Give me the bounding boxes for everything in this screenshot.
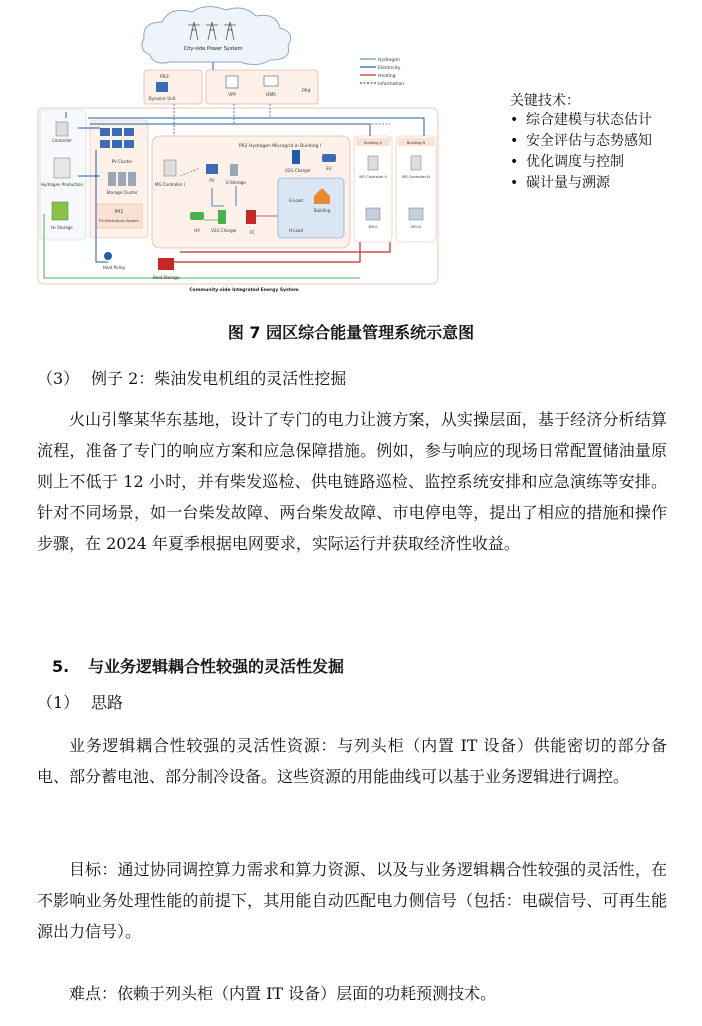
mg-n-icon [409, 208, 423, 220]
pr4-label: PR4 [302, 89, 311, 94]
pr1-sub-box [96, 204, 142, 228]
mg-ii-label: MG II [368, 225, 378, 229]
mg-controller-1-icon [164, 160, 176, 176]
dynamic-unit-icon [156, 82, 168, 92]
e-storage-icon [230, 164, 238, 176]
controller-label: Controller [52, 138, 72, 143]
hv-label: HV [194, 228, 200, 233]
key-tech-item: • 优化调度与控制 [510, 152, 652, 173]
key-tech-item: • 综合建模与状态估计 [510, 110, 652, 131]
heat-storage-icon [158, 258, 174, 270]
fc-icon [246, 210, 256, 224]
pr2-label: PR2 Hydrogen Microgrid in Building I [238, 144, 322, 149]
section3-title: 例子 2：柴油发电机组的灵活性挖掘 [91, 369, 347, 388]
key-tech-item: • 安全评估与态势感知 [510, 131, 652, 152]
legend-electricity: Electricity [378, 66, 401, 71]
vpp-label: VPP [228, 92, 236, 97]
bottom-label: Community-side Integrated Energy System [189, 288, 299, 293]
key-tech-item: • 碳计量与溯源 [510, 173, 652, 194]
section3-paragraph: 火山引擎某华东基地，设计了专门的电力让渡方案，从实操层面，基于经济分析结算流程，准备了专门的响应方案和应急保障措施。例如，参与响应的现场日常配置储油量原则上不低于 12 小时，并有柴发巡检、供电链路巡检、监控系统安排和应急演练等安排。针对不同场景，如一台柴发故障、两台柴发故障、市电停电等，提出了相应的措施和操作步骤，在 2024 年夏季根据电网要求，实际运行并获取经济性收益。 [37, 410, 667, 553]
energy-system-diagram [30, 0, 440, 300]
section3-heading [37, 366, 346, 389]
pr4-box [206, 70, 318, 104]
storage-cluster-label: Storage Cluster [106, 190, 138, 195]
pv-cluster-label: PV Cluster [111, 159, 133, 164]
heat-storage-label: Heat Storage [152, 275, 180, 280]
v2g-charger-label: V2G Charger [285, 168, 311, 173]
legend-heating: Heating [378, 74, 396, 79]
h2-storage-label: H₂ Storage [51, 225, 73, 230]
hv-icon [190, 212, 204, 220]
pr1-label: PR1 [114, 210, 124, 215]
heat-pump-icon [104, 252, 112, 260]
legend [360, 57, 404, 87]
figure-caption: 图 7 园区综合能量管理系统示意图 [227, 323, 475, 342]
mg-n-label: MG N [411, 225, 421, 229]
legend-information: Information [378, 82, 405, 87]
e-storage-label: E-Storage [226, 180, 246, 185]
hydrogen-production-icon [54, 158, 70, 178]
city-power-cloud [142, 6, 291, 64]
storage-cluster-icon [108, 172, 136, 186]
section5-title: 与业务逻辑耦合性较强的灵活性发掘 [88, 657, 345, 676]
v2g-charger-2-icon [218, 210, 226, 224]
section5-heading [52, 654, 344, 677]
section5-paragraph-2: 目标：通过协同调控算力需求和算力资源、以及与业务逻辑耦合性较强的灵活性，在不影响业务处理性能的前提下，其用能自动匹配电力侧信号（包括：电碳信号、可再生能源出力信号）。 [37, 860, 667, 941]
heat-pump-label: Heat Pump [102, 265, 126, 270]
section3-number: （3） [37, 369, 80, 388]
mg-controller-n-label: MG Controller N [402, 175, 430, 179]
load-box [278, 178, 344, 238]
hydrogen-production-label: Hydrogen Production [40, 182, 84, 187]
mg-ii-icon [366, 208, 380, 220]
mg-controller-1-label: MG Controller I [155, 182, 185, 187]
building-n-label: Building N [407, 141, 425, 145]
ev-icon [322, 154, 336, 162]
pv-label: PV [209, 178, 215, 183]
section5-sub-number: （1） [37, 693, 80, 712]
mg-controller-n-icon [411, 156, 421, 170]
legend-hydrogen: Hydrogen [378, 58, 400, 63]
mg-controller-ii-label: MG Controller II [359, 175, 387, 179]
ev-label: EV [326, 166, 332, 171]
pv-icon [206, 164, 218, 174]
pr3-label: PR3 [160, 75, 169, 80]
iems-label: IEMS [266, 92, 276, 97]
v2g-charger-2-label: V2G Charger [211, 228, 237, 233]
section5-subheading [37, 690, 123, 713]
pr1-sub-label: PV-Electrolysis System [99, 219, 139, 223]
mg-controller-ii-icon [368, 156, 378, 170]
iems-icon [264, 76, 278, 86]
vpp-icon [226, 76, 238, 88]
building-ii-label: Building II [364, 141, 382, 145]
section5-sub-title: 思路 [91, 693, 124, 712]
h-load-label: H-Load [288, 228, 304, 233]
h2-storage-icon [52, 202, 68, 220]
dynamic-unit-label: Dynamic Unit [148, 96, 176, 101]
building-label: Building [313, 208, 331, 213]
section5-number: 5. [52, 657, 70, 676]
cloud-label: City-side Power System [183, 46, 243, 52]
key-tech-list [510, 110, 652, 194]
key-tech-title: 关键技术： [510, 93, 580, 109]
e-load-label: E-Load [289, 198, 303, 203]
fc-label: FC [249, 230, 255, 235]
controller-icon [56, 122, 68, 136]
section5-paragraph-1: 业务逻辑耦合性较强的灵活性资源：与列头柜（内置 IT 设备）供能密切的部分备电、部分蓄电池、部分制冷设备。这些资源的用能曲线可以基于业务逻辑进行调控。 [37, 736, 667, 786]
section5-paragraph-3: 难点：依赖于列头柜（内置 IT 设备）层面的功耗预测技术。 [69, 984, 497, 1003]
v2g-charger-icon [292, 150, 300, 164]
